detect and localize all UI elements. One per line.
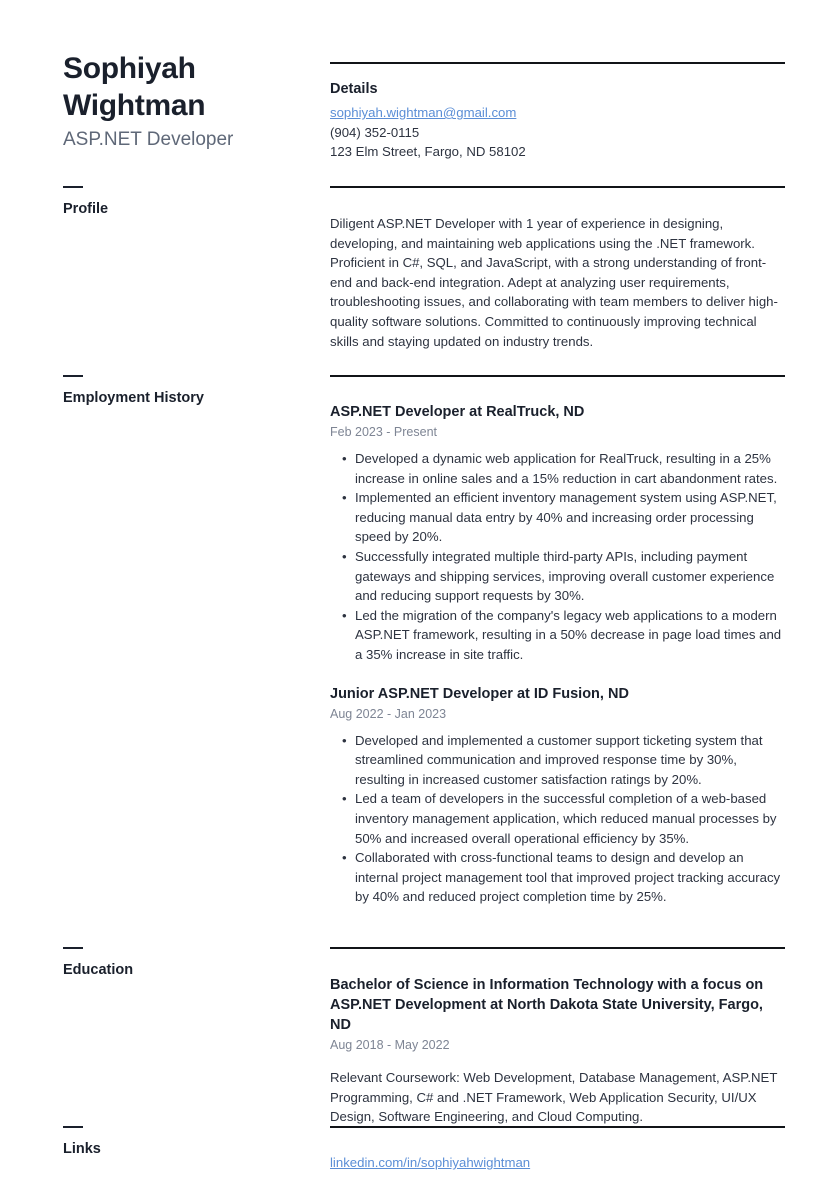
job-bullet: • Successfully integrated multiple third-party APIs, including payment gateways and shipping services, improving overall customer experience and reducing support requests by 30%. — [330, 547, 785, 606]
candidate-name-line1: Sophiyah — [63, 52, 196, 85]
section-dash-icon — [63, 375, 83, 377]
education-label: Education — [63, 962, 134, 978]
profile-label: Profile — [63, 201, 109, 217]
section-dash-icon — [63, 947, 83, 949]
education-date: Aug 2018 - May 2022 — [330, 1038, 450, 1052]
job-bullet: • Developed and implemented a customer support ticketing system that streamlined communication and improved response time by 30%, resulting in increased customer satisfaction ratings by 20%. — [330, 731, 785, 790]
linkedin-link[interactable]: linkedin.com/in/sophiyahwightman — [330, 1155, 531, 1170]
coursework-text: Relevant Coursework: Web Development, Database Management, ASP.NET Programming, C# and .NET Framework, Web Application Security, UI/UX Design, Software Engineering, and Cloud Computing. — [330, 1070, 778, 1125]
job-bullet-list — [330, 731, 785, 907]
details-heading: Details — [330, 81, 378, 97]
section-divider-links — [330, 1126, 785, 1128]
degree-title: Bachelor of Science in Information Technology with a focus on ASP.NET Development at North Dakota State University, Fargo, ND — [330, 977, 764, 1033]
section-label-links — [63, 1126, 308, 1159]
candidate-name — [63, 50, 313, 124]
section-divider-education — [330, 947, 785, 949]
section-label-profile — [63, 186, 308, 219]
section-dash-icon — [63, 186, 83, 188]
employment-entry — [330, 685, 785, 907]
candidate-name-line2: Wightman — [63, 89, 206, 122]
employment-entry — [330, 403, 785, 665]
job-title: ASP.NET Developer at RealTruck, ND — [330, 404, 585, 420]
phone-text: (904) 352-0115 — [330, 124, 420, 140]
section-label-employment — [63, 375, 308, 408]
section-label-education — [63, 947, 308, 980]
section-divider-employment — [330, 375, 785, 377]
job-bullet-list — [330, 449, 785, 665]
address-text: 123 Elm Street, Fargo, ND 58102 — [330, 144, 526, 160]
job-bullet: • Implemented an efficient inventory management system using ASP.NET, reducing manual data entry by 40% and increasing order processing speed by 20%. — [330, 488, 785, 547]
employment-label: Employment History — [63, 390, 204, 406]
job-date: Aug 2022 - Jan 2023 — [330, 706, 447, 721]
job-bullet: • Led a team of developers in the successful completion of a web-based inventory management application, which reduced manual processes by 50% and increased overall operational efficiency by 35%. — [330, 789, 785, 848]
section-divider-details — [330, 62, 785, 64]
section-dash-icon — [63, 1126, 83, 1128]
job-bullet: • Collaborated with cross-functional teams to design and develop an internal project management tool that improved project tracking accuracy by 40% and reduced project completion time by 25%. — [330, 848, 785, 907]
section-divider-profile — [330, 186, 785, 188]
education-entry — [330, 975, 785, 1127]
resume-header — [63, 50, 313, 152]
candidate-job-title: ASP.NET Developer — [63, 129, 234, 150]
job-title: Junior ASP.NET Developer at ID Fusion, ND — [330, 685, 629, 702]
job-bullet: • Led the migration of the company's legacy web applications to a modern ASP.NET framework, resulting in a 50% decrease in page load times and a 35% increase in site traffic. — [330, 606, 785, 665]
email-link[interactable]: sophiyah.wightman@gmail.com — [330, 105, 517, 120]
job-date: Feb 2023 - Present — [330, 425, 438, 439]
profile-text: Diligent ASP.NET Developer with 1 year of experience in designing, developing, and maintaining web applications using the .NET framework. Proficient in C#, SQL, and JavaScript, with a strong understanding of front-end and back-end integration. Adept at analyzing user requirements, troubleshooting issues, and collaborating with team members to deliver high-quality software solutions. Committed to continuously improving technical skills and staying updated on industry trends. — [330, 216, 778, 349]
job-bullet: • Developed a dynamic web application for RealTruck, resulting in a 25% increase in online sales and a 15% reduction in cart abandonment rates. — [330, 449, 785, 488]
links-label: Links — [63, 1141, 101, 1157]
